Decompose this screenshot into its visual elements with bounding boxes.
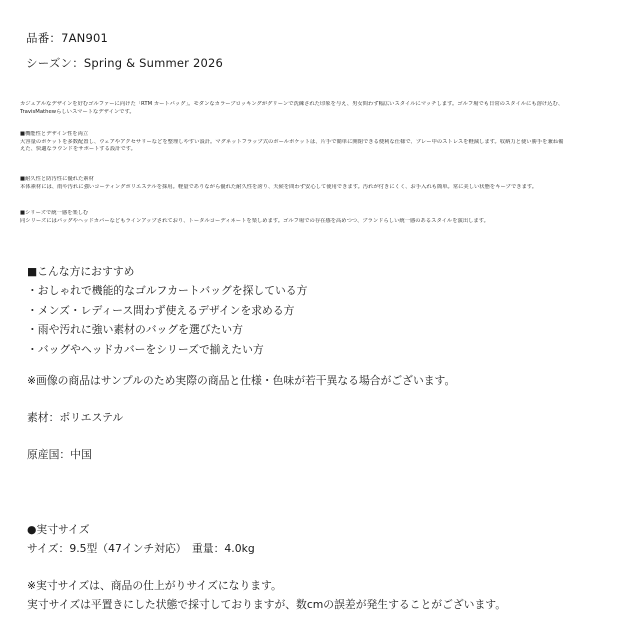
material-info: 素材：ポリエステル [27,411,124,424]
recommend-heading: ■こんな方におすすめ [27,265,135,278]
product-number: 品番：7AN901 [26,31,109,45]
section-line: 本体素材には、雨や汚れに強いコーティングポリエステルを採用。軽量でありながら優れた耐久性を誇り、天候を問わず安心して使用できます。汚れが付きにくく、お手入れも簡単。常に美しい状態をキープできます。 [20,183,538,190]
section-line: えた、快適なラウンドをサポートする設計です。 [20,146,136,153]
size-weight-info: サイズ：9.5型（47インチ対応） 重量：4.0kg [27,542,255,555]
feature-section-function [20,131,625,154]
feature-section-material [20,176,625,191]
section-line: 同シリーズにはバッグやヘッドカバーなどもラインアップされており、トータルコーディネートを楽しめます。ゴルフ場での存在感を高めつつ、ブランドらしい統一感のあるスタイルを演出します。 [20,217,489,224]
season-label: シーズン：Spring & Summer 2026 [26,56,224,70]
section-heading: ■耐久性と防汚性に優れた素材 [20,176,94,182]
section-line: 大容量のポケットを多数配置し、ウェアやアクセサリーなどを整理しやすい設計。マグネットフラップ式のボールポケットは、片手で簡単に開閉できる便利な仕様で、プレー中のストレスを軽減します。収納力と使い勝手を兼ね備 [20,138,564,145]
origin-info: 原産国：中国 [27,448,92,461]
recommend-list [27,262,307,359]
image-disclaimer: ※画像の商品はサンプルのため実際の商品と仕様・色味が若干異なる場合がございます。 [27,374,456,387]
section-heading: ■シリーズで統一感を楽しむ [20,210,89,216]
feature-section-series [20,210,625,225]
section-heading: ■機能性とデザイン性を両立 [20,131,89,137]
size-heading: ●実寸サイズ [27,523,90,536]
size-note: 実寸サイズは平置きにした状態で採寸しておりますが、数cmの誤差が発生することがございます。 [27,598,506,611]
size-note: ※実寸サイズは、商品の仕上がりサイズになります。 [27,579,282,592]
recommend-item: ・雨や汚れに強い素材のバッグを選びたい方 [27,323,243,337]
intro-line: カジュアルなデザインを好むゴルファーに向けた「RTM カートバッグ」。モダンなカラーブロッキングがグリーンで洗練された印象を与え、男女問わず幅広いスタイルにマッチします。ゴルフ場でも日常のスタイルにも溶け込む、 [20,101,564,107]
recommend-item: ・おしゃれで機能的なゴルフカートバッグを探している方 [27,284,308,298]
recommend-item: ・バッグやヘッドカバーをシリーズで揃えたい方 [27,342,264,356]
intro-paragraph [20,101,625,116]
intro-line: TravisMathewらしいスマートなデザインです。 [20,108,135,115]
recommend-item: ・メンズ・レディース問わず使えるデザインを求める方 [27,303,295,317]
